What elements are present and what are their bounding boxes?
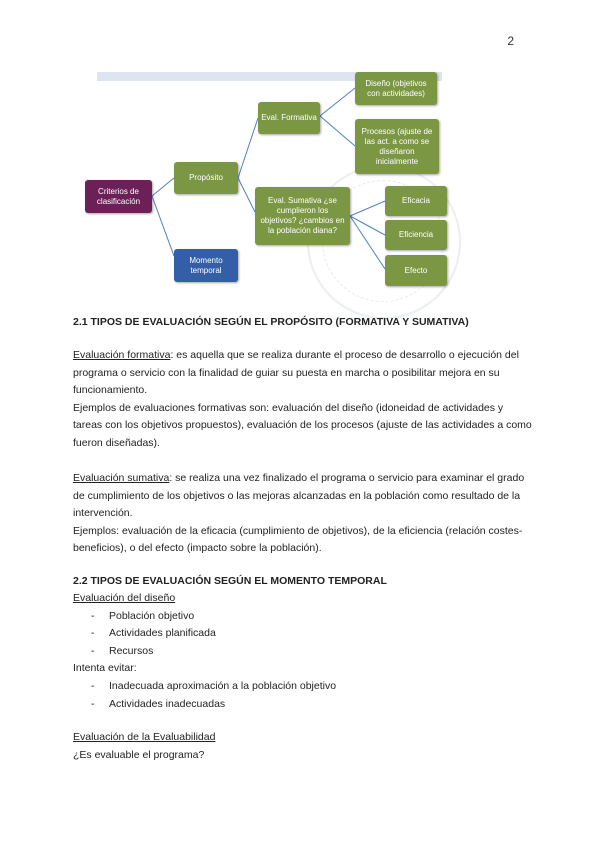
sumativa-term: Evaluación sumativa xyxy=(73,472,170,484)
formativa-paragraph xyxy=(73,347,533,400)
connector-proposito-sumativa xyxy=(238,178,255,212)
formativa-definition: : es aquella que se realiza durante el proceso de desarrollo o ejecución del programa o servicio con la finalidad de guiar su puesta en marcha o posibilitar mejora en su funcionamiento. xyxy=(73,349,519,397)
sumativa-block xyxy=(73,470,533,558)
node-eval-sumativa: Eval. Sumativa ¿se cumplieron los objetivos? ¿cambios en la población diana? xyxy=(255,187,350,245)
list-item: - Recursos xyxy=(73,643,533,661)
evitar-list xyxy=(73,678,533,713)
connector-sumativa-eficacia xyxy=(350,201,385,216)
list-item: - Inadecuada aproximación a la población objetivo xyxy=(73,678,533,696)
connector-root-momento xyxy=(152,196,174,256)
node-criterios: Criterios de clasificación xyxy=(85,180,152,213)
evaluabilidad-heading: Evaluación de la Evaluabilidad xyxy=(73,731,216,743)
node-momento-temporal: Momento temporal xyxy=(174,249,238,282)
page-number: 2 xyxy=(507,34,514,48)
sumativa-examples: Ejemplos: evaluación de la eficacia (cumplimiento de objetivos), de la eficiencia (relación costes-beneficios), o del efecto (impacto sobre la población). xyxy=(73,524,523,555)
connector-formativa-procesos xyxy=(320,116,355,146)
diseno-heading: Evaluación del diseño xyxy=(73,592,176,604)
connector-sumativa-efecto xyxy=(350,216,385,269)
evaluabilidad-question: ¿Es evaluable el programa? xyxy=(73,748,205,761)
formativa-examples: Ejemplos de evaluaciones formativas son: evaluación del diseño (idoneidad de actividades y tareas con los objetivos propuestos), evaluación de los procesos (ajuste de las actividades a como fueron diseñadas). xyxy=(73,401,532,449)
evitar-label: Intenta evitar: xyxy=(73,662,137,675)
formativa-term: Evaluación formativa xyxy=(73,349,171,361)
sumativa-definition: : se realiza una vez finalizado el programa o servicio para examinar el grado de cumplimiento de los objetivos o las mejoras alcanzadas en la población como resultado de la intervención. xyxy=(73,472,525,520)
node-procesos: Procesos (ajuste de las act. a como se diseñaron inicialmente xyxy=(355,119,439,174)
connector-root-proposito xyxy=(152,178,174,196)
connector-proposito-formativa xyxy=(238,118,258,178)
sumativa-paragraph xyxy=(73,470,533,523)
node-eficacia: Eficacia xyxy=(385,186,447,216)
formativa-block xyxy=(73,347,533,453)
list-item: - Actividades inadecuadas xyxy=(73,696,533,714)
node-proposito: Propósito xyxy=(174,162,238,194)
node-efecto: Efecto xyxy=(385,255,447,286)
list-item: - Población objetivo xyxy=(73,608,533,626)
evaluabilidad-block xyxy=(73,729,533,764)
classification-diagram xyxy=(82,70,448,292)
node-eficiencia: Eficiencia xyxy=(385,220,447,250)
node-eval-formativa: Eval. Formativa xyxy=(258,102,320,134)
list-item: - Actividades planificada xyxy=(73,625,533,643)
section-2-heading: 2.2 TIPOS DE EVALUACIÓN SEGÚN EL MOMENTO TEMPORAL xyxy=(73,575,387,587)
connector-sumativa-eficiencia xyxy=(350,216,385,235)
node-diseno: Diseño (objetivos con actividades) xyxy=(355,72,437,105)
diseno-list xyxy=(73,608,533,661)
diseno-block xyxy=(73,590,533,713)
section-1-heading: 2.1 TIPOS DE EVALUACIÓN SEGÚN EL PROPÓSITO (FORMATIVA Y SUMATIVA) xyxy=(73,316,469,328)
connector-formativa-diseno xyxy=(320,88,355,116)
